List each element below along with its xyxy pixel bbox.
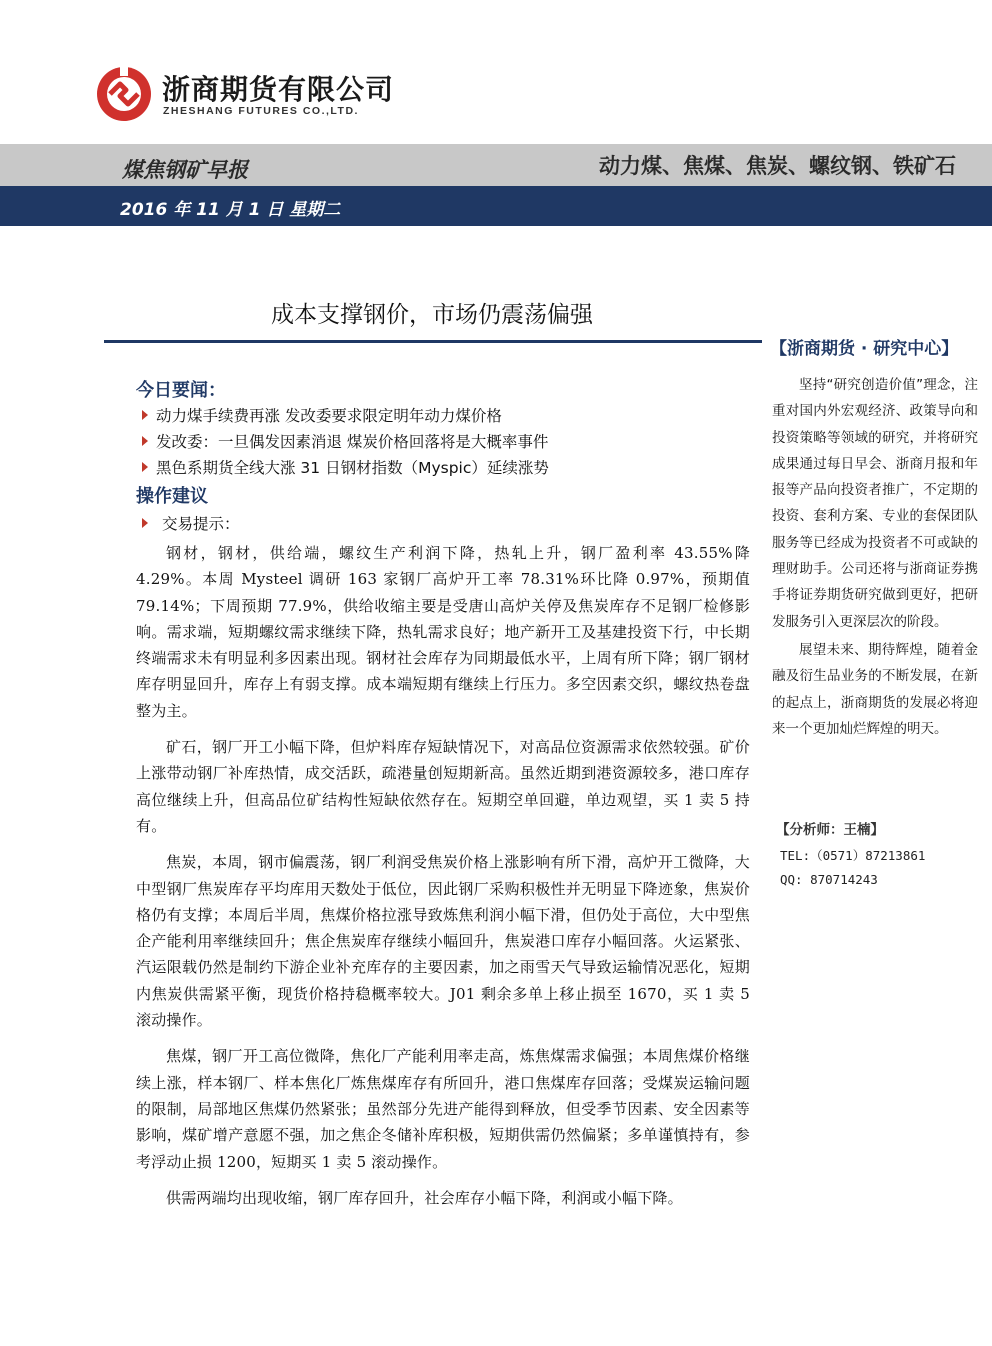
company-name-en: ZHESHANG FUTURES CO.,LTD.	[163, 105, 359, 117]
ops-heading: 操作建议	[136, 486, 208, 507]
paragraph-coke: 焦炭，本周，钢市偏震荡，钢厂利润受焦炭价格上涨影响有所下滑，高炉开工微降，大中型钢厂焦炭库存平均库用天数处于低位，因此钢厂采购积极性并无明显下降迹象，焦炭价格仍有支撑；本周后半周，焦煤价格拉涨导致炼焦利润小幅下滑，但仍处于高位，大中型焦企产能利用率继续回升；焦企焦炭库存继续小幅回升，焦炭港口库存小幅回落。火运紧张、汽运限载仍然是制约下游企业补充库存的主要因素，加之雨雪天气导致运输情况恶化，短期内焦炭供需紧平衡，现货价格持稳概率较大。J01 剩余多单上移止损至 1670，买 1 卖 5 滚动操作。	[136, 853, 750, 1030]
news-item-text: 动力煤手续费再涨 发改委要求限定明年动力煤价格	[156, 407, 502, 425]
news-item[interactable]	[142, 428, 762, 454]
company-name-cn: 浙商期货有限公司	[162, 73, 395, 106]
zheshang-logo-icon	[96, 66, 152, 122]
report-body	[136, 540, 750, 1221]
title-divider	[104, 340, 762, 343]
report-topics: 动力煤、焦煤、焦炭、螺纹钢、铁矿石	[599, 154, 956, 178]
news-item[interactable]	[142, 454, 762, 480]
report-name: 煤焦钢矿早报	[122, 158, 248, 182]
news-item-text: 发改委：一旦偶发因素消退 煤炭价格回落将是大概率事件	[156, 433, 549, 451]
paragraph-steel: 钢材，钢材，供给端，螺纹生产利润下降，热轧上升，钢厂盈利率 43.55%降 4.29%。本周 Mysteel 调研 163 家钢厂高炉开工率 78.31%环比降 0.97%，预期值 79.14%；下周预期 77.9%，供给收缩主要是受唐山高炉关停及焦炭库存不足钢厂检修影响。需求端，短期螺纹需求继续下降，热轧需求良好；地产新开工及基建投资下行，中长期终端需求未有明显利多因素出现。钢材社会库存为同期最低水平，上周有所下降；钢厂钢材库存明显回升，库存上有弱支撑。成本端短期有继续上行压力。多空因素交织，螺纹热卷盘整为主。	[136, 544, 750, 720]
report-date: 2016 年 11 月 1 日 星期二	[120, 200, 341, 220]
page-title: 成本支撑钢价，市场仍震荡偏强	[271, 302, 593, 328]
analyst-tel: TEL:（0571）87213861	[780, 848, 926, 863]
paragraph-iron-ore: 矿石，钢厂开工小幅下降，但炉料库存短缺情况下，对高品位资源需求依然较强。矿价上涨带动钢厂补库热情，成交活跃，疏港量创短期新高。虽然近期到港资源较多，港口库存高位继续上升，但高品位矿结构性短缺依然存在。短期空单回避，单边观望，买 1 卖 5 持有。	[136, 738, 750, 835]
analyst-name: 【分析师：王楠】	[776, 822, 884, 838]
trade-tip	[142, 512, 240, 534]
news-item[interactable]	[142, 402, 762, 428]
paragraph-coking-coal: 焦煤，钢厂开工高位微降，焦化厂产能利用率走高，炼焦煤需求偏强；本周焦煤价格继续上涨，样本钢厂、样本焦化厂炼焦煤库存有所回升，港口焦煤库存回落；受煤炭运输问题的限制，局部地区焦煤仍然紧张；虽然部分先进产能得到释放，但受季节因素、安全因素等影响，煤矿增产意愿不强，加之焦企冬储补库积极，短期供需仍然偏紧；多单谨慎持有，参考浮动止损 1200，短期买 1 卖 5 滚动操作。	[136, 1047, 750, 1171]
sidebar-intro	[772, 372, 978, 744]
bullet-arrow-icon	[142, 410, 148, 420]
bullet-arrow-icon	[142, 436, 148, 446]
news-list	[142, 402, 762, 480]
bullet-arrow-icon	[142, 518, 148, 528]
analyst-qq: QQ: 870714243	[780, 872, 878, 887]
sidebar-paragraph: 展望未来、期待辉煌，随着金融及衍生品业务的不断发展，在新的起点上，浙商期货的发展必将迎来一个更加灿烂辉煌的明天。	[772, 641, 978, 737]
bullet-arrow-icon	[142, 462, 148, 472]
news-item-text: 黑色系期货全线大涨 31 日钢材指数（Myspic）延续涨势	[156, 459, 549, 477]
paragraph-summary: 供需两端均出现收缩，钢厂库存回升，社会库存小幅下降，利润或小幅下降。	[166, 1188, 683, 1207]
sidebar-paragraph: 坚持“研究创造价值”理念，注重对国内外宏观经济、政策导向和投资策略等领域的研究，并将研究成果通过每日早会、浙商月报和年报等产品向投资者推广，不定期的投资、套利方案、专业的套保团队服务等已经成为投资者不可或缺的理财助手。公司还将与浙商证券携手将证券期货研究做到更好，把研发服务引入更深层次的阶段。	[772, 377, 978, 630]
news-heading: 今日要闻：	[136, 380, 226, 401]
trade-tip-label: 交易提示：	[162, 515, 240, 533]
research-center-label: 【浙商期货 · 研究中心】	[770, 339, 959, 359]
